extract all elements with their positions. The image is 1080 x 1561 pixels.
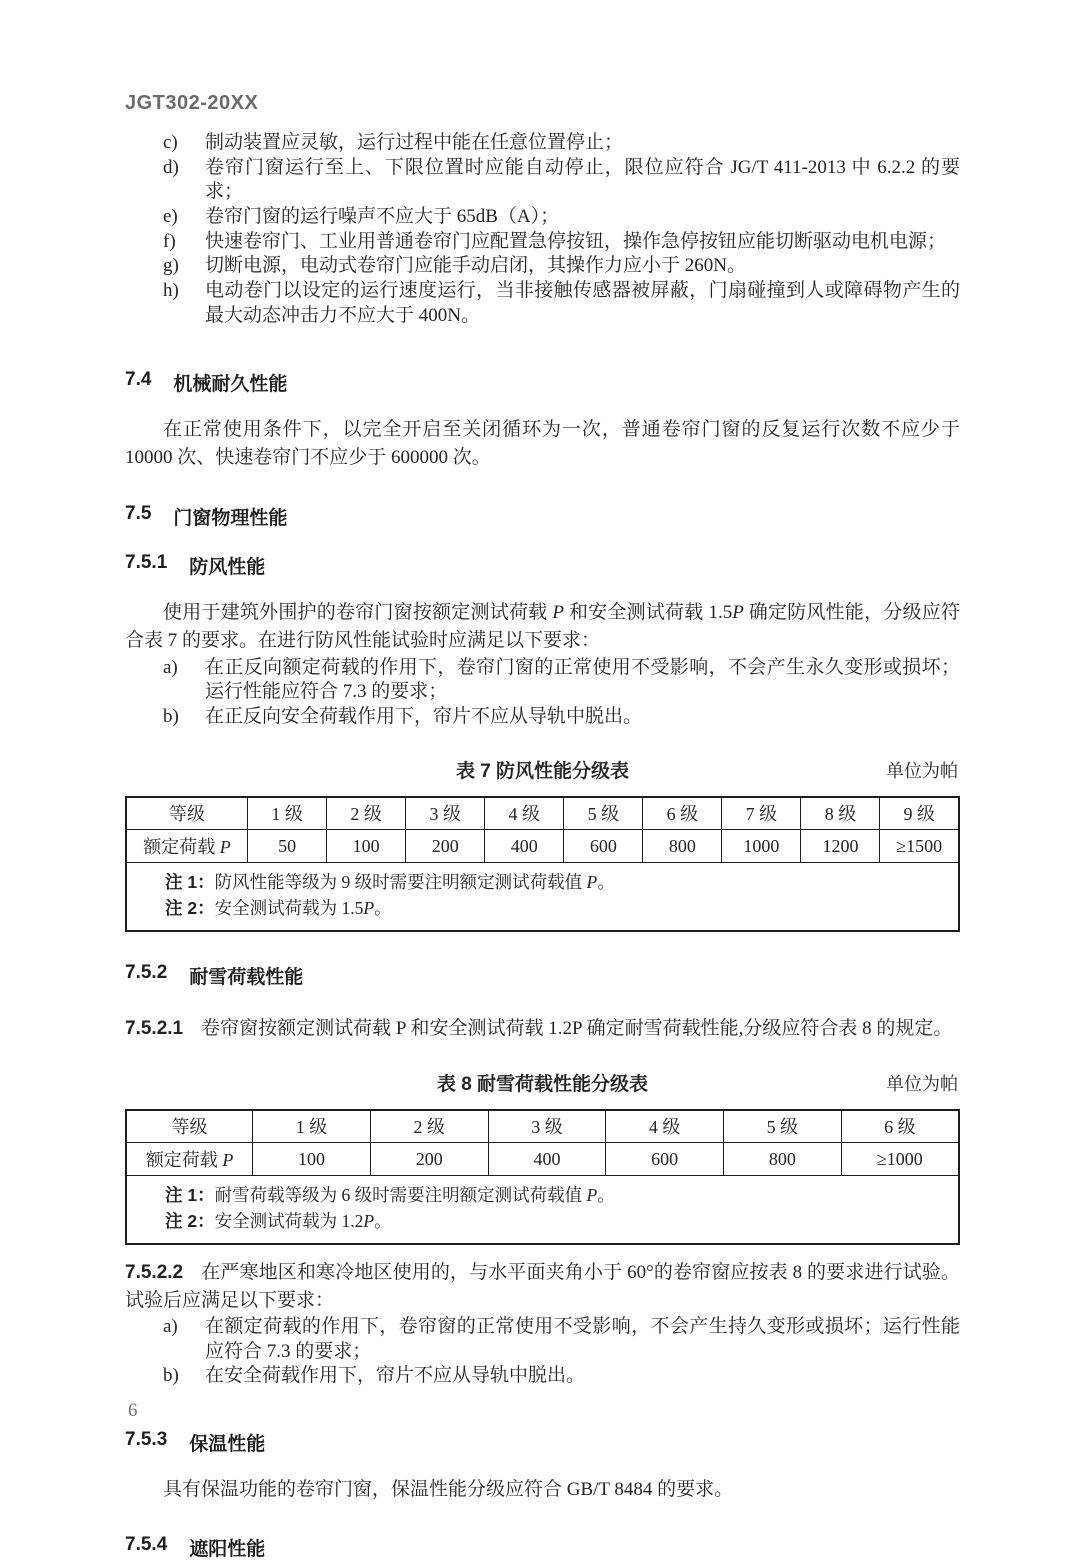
section-title: 防风性能 (189, 556, 266, 578)
table-cell: 50 (248, 830, 327, 863)
list-item (125, 205, 960, 230)
list-item-label: b) (163, 705, 179, 727)
table-header-cell: 5 级 (724, 1110, 842, 1143)
section-title: 耐雪荷载性能 (189, 966, 304, 988)
table-header-cell: 3 级 (406, 797, 485, 830)
section-7-5-2-1-paragraph (125, 1015, 960, 1043)
table-8-caption (125, 1069, 960, 1095)
table-note-1: 注 1：防风性能等级为 9 级时需要注明额定测试荷载值 P。 (165, 872, 615, 893)
list-item-label: b) (163, 1365, 179, 1387)
list-item-text: 卷帘门窗运行至上、下限位置时应能自动停止，限位应符合 JG/T 411-2013 中 6.2.2 的要求； (205, 156, 960, 203)
table-cell: ≥1500 (880, 830, 959, 863)
table-header-cell: 4 级 (485, 797, 564, 830)
list-item-label: a) (163, 1315, 178, 1337)
list-item-text: 制动装置应灵敏，运行过程中能在任意位置停止； (205, 132, 624, 153)
table-header-cell: 6 级 (841, 1110, 959, 1143)
section-title: 保温性能 (189, 1433, 266, 1455)
table-row (126, 797, 959, 830)
requirement-list-7-5-1 (125, 656, 960, 730)
table-7-caption (125, 756, 960, 782)
table-header-cell: 4 级 (606, 1110, 724, 1143)
section-heading-7-5-3 (125, 1429, 960, 1456)
table-header-cell: 等级 (126, 1110, 253, 1143)
list-item-label: f) (163, 230, 176, 252)
table-header-cell: 等级 (126, 797, 248, 830)
table-notes-row (126, 863, 959, 931)
table-8-title: 表 8 耐雪荷载性能分级表 (436, 1073, 649, 1095)
requirement-list-c-h (125, 131, 960, 329)
section-number: 7.5.2.2 (125, 1261, 184, 1283)
section-number: 7.5.3 (125, 1428, 168, 1450)
table-header-cell: 7 级 (722, 797, 801, 830)
list-item-label: d) (163, 156, 179, 178)
list-item-label: h) (163, 280, 179, 302)
list-item (125, 656, 960, 705)
list-item-label: c) (163, 132, 178, 153)
section-number: 7.5 (125, 502, 152, 524)
table-cell: 800 (724, 1143, 842, 1176)
table-note-1: 注 1：耐雪荷载等级为 6 级时需要注明额定测试荷载值 P。 (165, 1185, 615, 1206)
snow-load-grade-table (125, 1109, 960, 1245)
table-cell: 额定荷载 P (126, 1143, 253, 1176)
list-item (125, 1364, 960, 1389)
table-cell: 400 (488, 1143, 606, 1176)
table-7-unit: 单位为帕 (886, 760, 958, 781)
section-7-5-3-paragraph: 具有保温功能的卷帘门窗，保温性能分级应符合 GB/T 8484 的要求。 (163, 1478, 734, 1500)
section-heading-7-5 (125, 503, 960, 530)
table-header-cell: 2 级 (327, 797, 406, 830)
list-item (125, 1315, 960, 1364)
table-cell: 额定荷载 P (126, 830, 248, 863)
table-cell: 100 (253, 1143, 371, 1176)
table-cell: 100 (327, 830, 406, 863)
list-item-text: 快速卷帘门、工业用普通卷帘门应配置急停按钮，操作急停按钮应能切断驱动电机电源； (205, 230, 947, 252)
wind-resistance-grade-table (125, 796, 960, 932)
table-header-cell: 9 级 (880, 797, 959, 830)
list-item-label: a) (163, 656, 178, 678)
section-number: 7.5.1 (125, 551, 168, 573)
table-cell: 600 (564, 830, 643, 863)
section-heading-7-4 (125, 369, 960, 396)
table-cell: 200 (370, 1143, 488, 1176)
table-header-cell: 3 级 (488, 1110, 606, 1143)
list-item (125, 705, 960, 730)
table-cell: 1200 (801, 830, 880, 863)
list-item-text: 切断电源，电动式卷帘门应能手动启闭，其操作力应小于 260N。 (205, 255, 746, 277)
section-number: 7.5.2.1 (125, 1017, 184, 1039)
table-note-2: 注 2：安全测试荷载为 1.5P。 (165, 898, 392, 919)
section-7-4-paragraph: 在正常使用条件下，以完全开启至关闭循环为一次，普通卷帘门窗的反复运行次数不应少于 10000 次、快速卷帘门不应少于 600000 次。 (125, 418, 960, 468)
section-heading-7-5-2 (125, 962, 960, 989)
table-header-cell: 8 级 (801, 797, 880, 830)
table-cell: ≥1000 (841, 1143, 959, 1176)
list-item (125, 254, 960, 279)
section-number: 7.5.4 (125, 1534, 168, 1556)
list-item (125, 279, 960, 328)
list-item (125, 156, 960, 205)
section-title: 机械耐久性能 (173, 373, 288, 395)
section-number: 7.4 (125, 368, 152, 390)
table-header-cell: 6 级 (643, 797, 722, 830)
table-cell: 800 (643, 830, 722, 863)
page-number: 6 (128, 1400, 138, 1421)
list-item-label: e) (163, 206, 178, 228)
list-item-text: 电动卷门以设定的运行速度运行，当非接触传感器被屏蔽，门扇碰撞到人或障碍物产生的最大动态冲击力不应大于 400N。 (205, 280, 960, 326)
table-header-cell: 2 级 (370, 1110, 488, 1143)
section-number: 7.5.2 (125, 961, 168, 983)
section-title: 门窗物理性能 (173, 507, 288, 529)
section-heading-7-5-4 (125, 1534, 960, 1561)
table-cell: 200 (406, 830, 485, 863)
table-cell: 1000 (722, 830, 801, 863)
list-item (125, 131, 960, 156)
requirement-list-7-5-2-2 (125, 1315, 960, 1389)
list-item-text: 在正反向安全荷载作用下，帘片不应从导轨中脱出。 (205, 705, 643, 727)
table-note-2: 注 2：安全测试荷载为 1.2P。 (165, 1211, 392, 1232)
document-code: JGT302-20XX (125, 92, 259, 114)
list-item-text: 在额定荷载的作用下，卷帘窗的正常使用不受影响，不会产生持久变形或损坏；运行性能应符合 7.3 的要求； (205, 1315, 960, 1362)
section-7-5-2-2-paragraph (125, 1259, 960, 1315)
section-title: 遮阳性能 (189, 1539, 266, 1561)
list-item-label: g) (163, 255, 179, 277)
section-heading-7-5-1 (125, 552, 960, 579)
list-item (125, 230, 960, 255)
table-row (126, 830, 959, 863)
table-header-cell: 1 级 (253, 1110, 371, 1143)
table-row (126, 1143, 959, 1176)
table-8-unit: 单位为帕 (886, 1073, 958, 1094)
table-cell: 600 (606, 1143, 724, 1176)
list-item-text: 在安全荷载作用下，帘片不应从导轨中脱出。 (205, 1365, 586, 1387)
table-header-cell: 5 级 (564, 797, 643, 830)
section-text: 卷帘窗按额定测试荷载 P 和安全测试荷载 1.2P 确定耐雪荷载性能,分级应符合表 8 的规定。 (201, 1017, 953, 1039)
table-7-title: 表 7 防风性能分级表 (455, 760, 630, 782)
section-7-5-1-paragraph: 使用于建筑外围护的卷帘门窗按额定测试荷载 P 和安全测试荷载 1.5P 确定防风性能，分级应符合表 7 的要求。在进行防风性能试验时应满足以下要求： (125, 601, 960, 651)
section-text: 在严寒地区和寒冷地区使用的，与水平面夹角小于 60°的卷帘窗应按表 8 的要求进行试验。试验后应满足以下要求： (125, 1261, 960, 1311)
table-notes-cell (126, 863, 959, 931)
table-cell: 400 (485, 830, 564, 863)
list-item-text: 在正反向额定荷载的作用下，卷帘门窗的正常使用不受影响，不会产生永久变形或损坏；运行性能应符合 7.3 的要求； (205, 656, 960, 703)
table-header-cell: 1 级 (248, 797, 327, 830)
table-notes-row (126, 1176, 959, 1244)
table-notes-cell (126, 1176, 959, 1244)
list-item-text: 卷帘门窗的运行噪声不应大于 65dB（A）； (205, 206, 560, 228)
table-row (126, 1110, 959, 1143)
